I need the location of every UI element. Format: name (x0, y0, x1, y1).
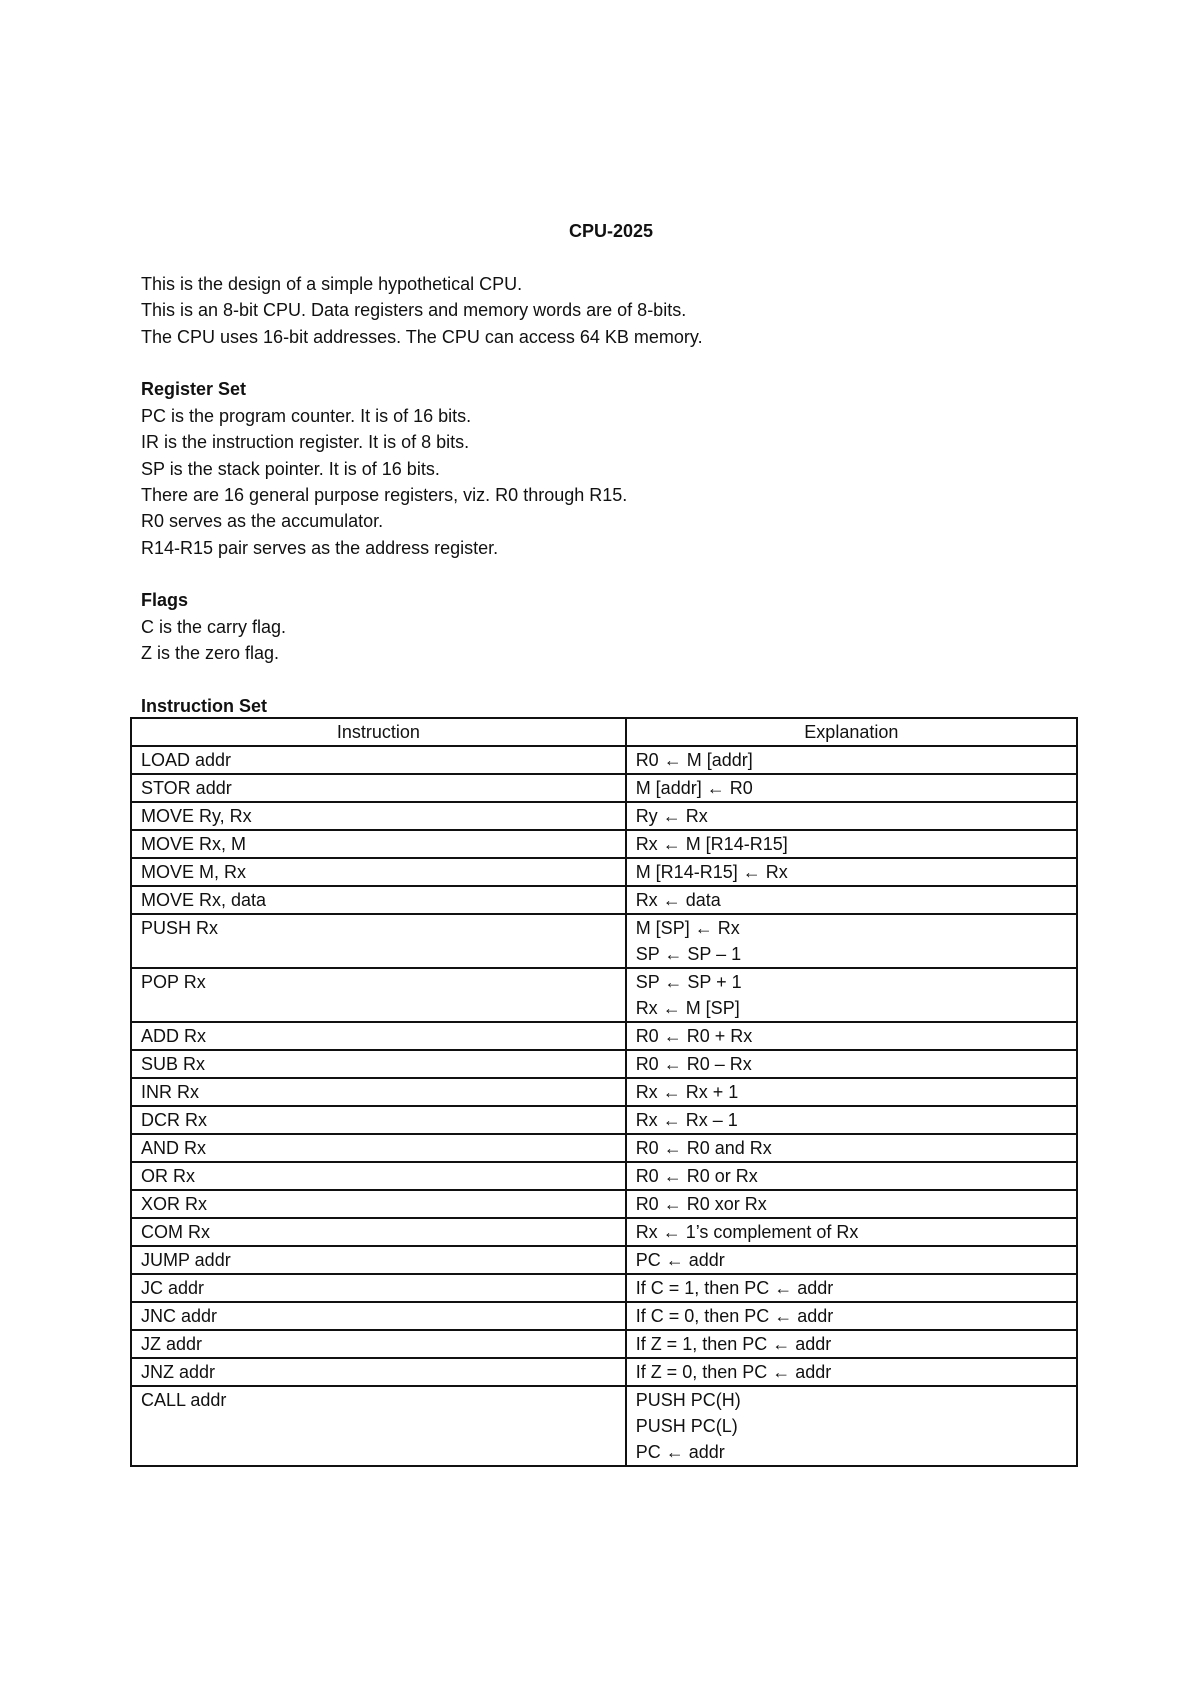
instruction-cell: DCR Rx (131, 1106, 626, 1134)
instruction-cell: JZ addr (131, 1330, 626, 1358)
explanation-line: If C = 1, then PC ← addr (635, 1278, 834, 1298)
intro-line: This is an 8-bit CPU. Data registers and memory words are of 8-bits. (141, 300, 687, 321)
explanation-cell (626, 1218, 1077, 1246)
table-row (131, 886, 1077, 914)
explanation-line: SP ← SP – 1 (635, 944, 742, 964)
instruction-cell: JNC addr (131, 1302, 626, 1330)
flags-heading: Flags (141, 590, 189, 611)
explanation-cell (626, 886, 1077, 914)
register-line: IR is the instruction register. It is of 8 bits. (141, 432, 470, 453)
explanation-line: SP ← SP + 1 (635, 972, 742, 992)
explanation-cell (626, 1134, 1077, 1162)
instruction-set-heading: Instruction Set (141, 696, 268, 717)
explanation-cell (626, 774, 1077, 802)
instruction-cell: AND Rx (131, 1134, 626, 1162)
instruction-cell: LOAD addr (131, 746, 626, 774)
explanation-cell (626, 1330, 1077, 1358)
instruction-cell: SUB Rx (131, 1050, 626, 1078)
document-title: CPU-2025 (568, 221, 654, 241)
instruction-cell: MOVE M, Rx (131, 858, 626, 886)
explanation-line: PUSH PC(L) (635, 1416, 738, 1436)
table-row (131, 830, 1077, 858)
table-row (131, 1386, 1077, 1466)
register-set-section (141, 376, 1081, 561)
explanation-line: R0 ← M [addr] (635, 750, 753, 770)
instruction-cell: JC addr (131, 1274, 626, 1302)
explanation-cell (626, 1274, 1077, 1302)
explanation-line: If Z = 0, then PC ← addr (635, 1362, 832, 1382)
explanation-line: M [addr] ← R0 (635, 778, 753, 798)
intro-line: This is the design of a simple hypothetical CPU. (141, 273, 523, 294)
explanation-cell (626, 914, 1077, 968)
instruction-column-header: Instruction (131, 718, 626, 746)
table-row (131, 1050, 1077, 1078)
table-row (131, 746, 1077, 774)
table-row (131, 1078, 1077, 1106)
explanation-line: M [SP] ← Rx (635, 918, 740, 938)
explanation-cell (626, 1246, 1077, 1274)
table-row (131, 1162, 1077, 1190)
instruction-cell: CALL addr (131, 1386, 626, 1466)
table-row (131, 1330, 1077, 1358)
explanation-line: Rx ← M [SP] (635, 998, 740, 1018)
instruction-cell: ADD Rx (131, 1022, 626, 1050)
explanation-cell (626, 1302, 1077, 1330)
intro-section (141, 271, 1081, 350)
explanation-line: PUSH PC(H) (635, 1390, 741, 1410)
explanation-line: R0 ← R0 and Rx (635, 1138, 772, 1158)
flag-line: C is the carry flag. (141, 616, 287, 637)
explanation-cell (626, 746, 1077, 774)
table-row (131, 968, 1077, 1022)
instruction-cell: JNZ addr (131, 1358, 626, 1386)
explanation-line: R0 ← R0 or Rx (635, 1166, 758, 1186)
instruction-cell: INR Rx (131, 1078, 626, 1106)
explanation-cell (626, 1358, 1077, 1386)
document-body (141, 218, 1081, 719)
explanation-line: R0 ← R0 xor Rx (635, 1194, 767, 1214)
table-row (131, 1302, 1077, 1330)
explanation-cell (626, 858, 1077, 886)
explanation-cell (626, 1050, 1077, 1078)
explanation-line: PC ← addr (635, 1442, 725, 1462)
flags-section (141, 587, 1081, 666)
table-row (131, 802, 1077, 830)
register-line: R0 serves as the accumulator. (141, 511, 384, 532)
explanation-cell (626, 968, 1077, 1022)
explanation-line: Rx ← 1’s complement of Rx (635, 1222, 859, 1242)
explanation-line: Rx ← Rx + 1 (635, 1082, 739, 1102)
table-row (131, 1106, 1077, 1134)
register-line: SP is the stack pointer. It is of 16 bits. (141, 458, 440, 479)
instruction-cell: MOVE Rx, data (131, 886, 626, 914)
register-line: PC is the program counter. It is of 16 bits. (141, 405, 472, 426)
explanation-cell (626, 1190, 1077, 1218)
explanation-line: M [R14-R15] ← Rx (635, 862, 788, 882)
table-row (131, 1358, 1077, 1386)
register-set-heading: Register Set (141, 379, 247, 400)
explanation-cell (626, 830, 1077, 858)
flag-line: Z is the zero flag. (141, 643, 280, 664)
table-row (131, 774, 1077, 802)
explanation-line: If C = 0, then PC ← addr (635, 1306, 834, 1326)
instruction-table-body (131, 746, 1077, 1466)
explanation-line: Rx ← M [R14-R15] (635, 834, 788, 854)
instruction-cell: MOVE Ry, Rx (131, 802, 626, 830)
explanation-line: If Z = 1, then PC ← addr (635, 1334, 832, 1354)
explanation-cell (626, 802, 1077, 830)
table-row (131, 1022, 1077, 1050)
table-row (131, 1246, 1077, 1274)
intro-line: The CPU uses 16-bit addresses. The CPU can access 64 KB memory. (141, 326, 703, 347)
explanation-cell (626, 1106, 1077, 1134)
explanation-cell (626, 1078, 1077, 1106)
explanation-cell (626, 1022, 1077, 1050)
register-line: R14-R15 pair serves as the address register. (141, 537, 499, 558)
register-line: There are 16 general purpose registers, viz. R0 through R15. (141, 484, 628, 505)
instruction-cell: POP Rx (131, 968, 626, 1022)
instruction-table (130, 717, 1078, 1467)
instruction-cell: JUMP addr (131, 1246, 626, 1274)
instruction-cell: OR Rx (131, 1162, 626, 1190)
explanation-line: PC ← addr (635, 1250, 725, 1270)
table-row (131, 914, 1077, 968)
explanation-cell (626, 1162, 1077, 1190)
explanation-line: R0 ← R0 – Rx (635, 1054, 752, 1074)
instruction-cell: PUSH Rx (131, 914, 626, 968)
explanation-line: R0 ← R0 + Rx (635, 1026, 753, 1046)
table-row (131, 1274, 1077, 1302)
instruction-cell: COM Rx (131, 1218, 626, 1246)
instruction-cell: XOR Rx (131, 1190, 626, 1218)
explanation-line: Ry ← Rx (635, 806, 708, 826)
table-header-row (131, 718, 1077, 746)
table-row (131, 858, 1077, 886)
explanation-line: Rx ← data (635, 890, 721, 910)
table-row (131, 1218, 1077, 1246)
explanation-column-header: Explanation (626, 718, 1077, 746)
table-row (131, 1190, 1077, 1218)
instruction-cell: STOR addr (131, 774, 626, 802)
explanation-cell (626, 1386, 1077, 1466)
instruction-cell: MOVE Rx, M (131, 830, 626, 858)
table-row (131, 1134, 1077, 1162)
explanation-line: Rx ← Rx – 1 (635, 1110, 738, 1130)
